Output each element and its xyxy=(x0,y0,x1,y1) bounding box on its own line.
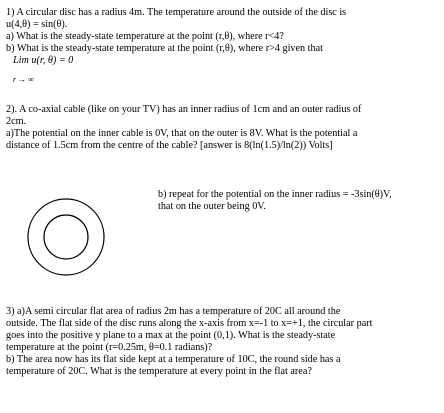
problem3-line-5: b) The area now has its flat side kept at a temperature of 10C, the round side has a xyxy=(6,354,341,365)
problem2-part-b-line-2: that on the outer being 0V. xyxy=(158,201,266,212)
inner-conductor-circle xyxy=(44,215,88,259)
problem3-line-4: temperature at the point (r=0.25m, θ=0.1 radians)? xyxy=(6,342,213,353)
problem2-line-4: distance of 1.5cm from the centre of the cable? [answer is 8(ln(1.5)/ln(2)) Volts] xyxy=(6,140,333,151)
problem3-line-3: goes into the positive y plane to a max at the point (0,1). What is the steady-state xyxy=(6,330,336,341)
problem2-line-3: a)The potential on the inner cable is 0V, that on the outer is 8V. What is the potential a xyxy=(6,128,358,139)
problem3-line-6: temperature of 20C. What is the temperature at every point in the flat area? xyxy=(6,366,312,377)
problem2-line-1: 2). A co-axial cable (like on your TV) has an inner radius of 1cm and an outer radius of xyxy=(6,104,362,115)
problem1-line-1: 1) A circular disc has a radius 4m. The temperature around the outside of the disc is xyxy=(6,7,347,18)
problem2-part-b-line-1: b) repeat for the potential on the inner radius = -3sin(θ)V, xyxy=(158,189,392,200)
limit-subscript: r → ∞ xyxy=(13,75,34,84)
problem3-line-1: 3) a)A semi circular flat area of radius 2m has a temperature of 20C all around the xyxy=(6,306,341,317)
problem1-line-3: a) What is the steady-state temperature at the point (r,θ), where r<4? xyxy=(6,31,284,42)
limit-expression: Lim u(r, θ) = 0 xyxy=(13,55,74,66)
problem2-line-2: 2cm. xyxy=(6,116,27,127)
outer-conductor-circle xyxy=(28,199,104,275)
problem1-line-4: b) What is the steady-state temperature at the point (r,θ), where r>4 given that xyxy=(6,43,323,54)
coaxial-cable-diagram xyxy=(24,195,108,279)
problem3-line-2: outside. The flat side of the disc runs along the x-axis from x=-1 to x=+1, the circular part xyxy=(6,318,373,329)
problem1-line-2: u(4,θ) = sin(θ). xyxy=(6,19,68,30)
